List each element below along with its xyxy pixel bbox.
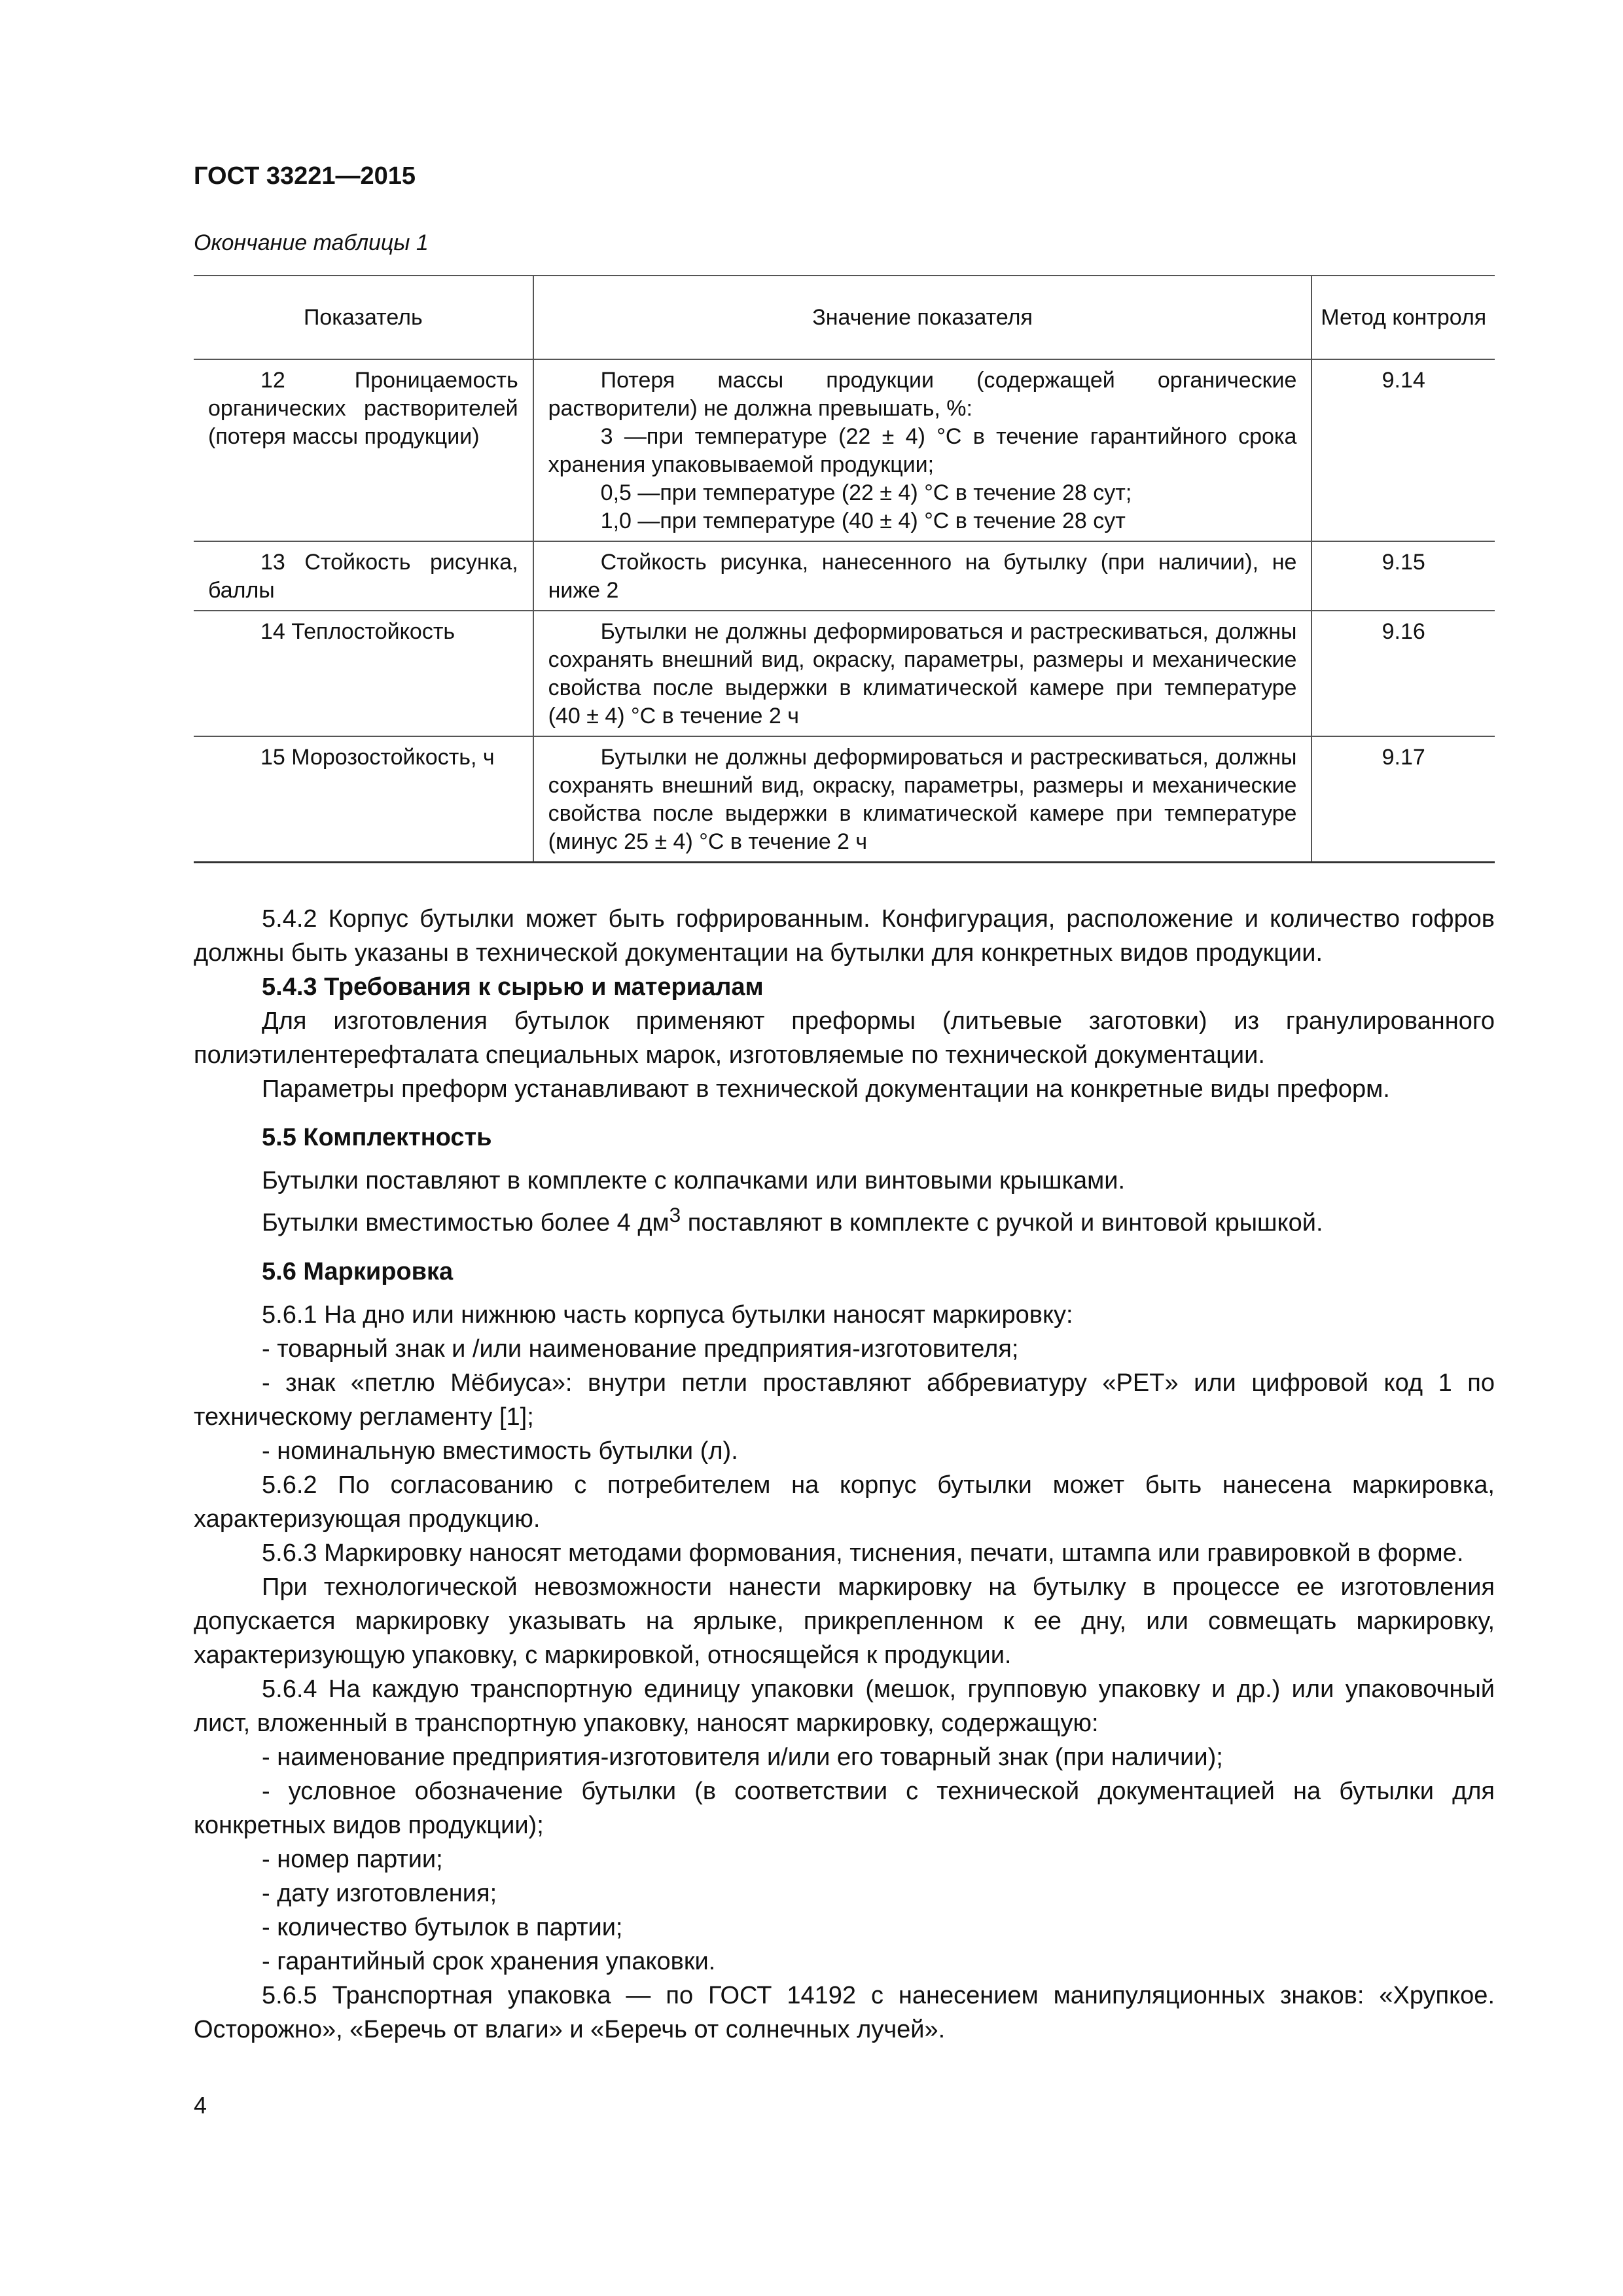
list-item: - условное обозначение бутылки (в соответствии с технической документацией на бутылки для конкретных видов продукции); <box>194 1777 1495 1839</box>
list-item: - количество бутылок в партии; <box>262 1913 623 1941</box>
page-number: 4 <box>194 2092 207 2119</box>
row-13-value-line: Стойкость рисунка, нанесенного на бутылку (при наличии), не ниже 2 <box>548 550 1297 603</box>
body-text <box>194 902 1495 2047</box>
row-14-name: 14 Теплостойкость <box>260 619 455 644</box>
paragraph-5-6-4: 5.6.4 На каждую транспортную единицу упаковки (мешок, групповую упаковку и др.) или упаковочный лист, вложенный в транспортную упаковку, наносят маркировку, содержащую: <box>194 1675 1495 1737</box>
row-12-value-line: 1,0 —при температуре (40 ± 4) °C в течение 28 сут <box>600 509 1126 533</box>
header-method: Метод контроля <box>1311 276 1495 359</box>
row-15-method: 9.17 <box>1311 736 1495 863</box>
text-run: Бутылки вместимостью более 4 дм <box>262 1209 669 1237</box>
table-row <box>194 611 1495 736</box>
row-14-value-line: Бутылки не должны деформироваться и растрескиваться, должны сохранять внешний вид, окраску, параметры, размеры и механические свойства после выдержки в климатической камере при температуре (40 ± 4) °C в течение 2 ч <box>548 619 1297 728</box>
row-15-value-line: Бутылки не должны деформироваться и растрескиваться, должны сохранять внешний вид, окраску, параметры, размеры и механические свойства после выдержки в климатической камере при температуре (минус 25 ± 4) °C в течение 2 ч <box>548 745 1297 854</box>
list-item: - знак «петлю Мёбиуса»: внутри петли проставляют аббревиатуру «PET» или цифровой код 1 по техническому регламенту [1]; <box>194 1369 1495 1431</box>
table-row <box>194 359 1495 541</box>
row-14-method: 9.16 <box>1311 611 1495 736</box>
list-item: - дату изготовления; <box>262 1879 497 1907</box>
list-item: - товарный знак и /или наименование предприятия-изготовителя; <box>262 1335 1019 1363</box>
paragraph: Для изготовления бутылок применяют преформы (литьевые заготовки) из гранулированного полиэтилентерефталата специальных марок, изготовляемые по технической документации. <box>194 1007 1495 1069</box>
row-15-name: 15 Морозостойкость, ч <box>260 745 495 770</box>
heading-5-4-3: 5.4.3 Требования к сырью и материалам <box>262 973 764 1001</box>
table-caption: Окончание таблицы 1 <box>194 230 429 255</box>
superscript: 3 <box>669 1203 681 1227</box>
standard-number: ГОСТ 33221—2015 <box>194 162 416 190</box>
paragraph-5-6-2: 5.6.2 По согласованию с потребителем на корпус бутылки может быть нанесена маркировка, характеризующая продукцию. <box>194 1471 1495 1533</box>
list-item: - номинальную вместимость бутылки (л). <box>262 1437 738 1465</box>
header-indicator: Показатель <box>194 276 533 359</box>
row-12-method: 9.14 <box>1311 359 1495 541</box>
heading-5-6: 5.6 Маркировка <box>262 1257 454 1285</box>
row-12-value-line: 3 —при температуре (22 ± 4) °C в течение гарантийного срока хранения упаковываемой продукции; <box>548 424 1297 477</box>
paragraph-5-6-5: 5.6.5 Транспортная упаковка — по ГОСТ 14192 с нанесением манипуляционных знаков: «Хрупкое. Осторожно», «Беречь от влаги» и «Беречь от солнечных лучей». <box>194 1981 1495 2043</box>
row-12-value-line: 0,5 —при температуре (22 ± 4) °C в течение 28 сут; <box>600 480 1132 505</box>
paragraph: Параметры преформ устанавливают в технической документации на конкретные виды преформ. <box>262 1075 1390 1103</box>
paragraph-5-4-2: 5.4.2 Корпус бутылки может быть гофрированным. Конфигурация, расположение и количество гофров должны быть указаны в технической документации на бутылки для конкретных видов продукции. <box>194 905 1495 967</box>
table-row <box>194 541 1495 611</box>
table-header-row <box>194 276 1495 359</box>
heading-5-5: 5.5 Комплектность <box>262 1124 492 1151</box>
text-run: поставляют в комплекте с ручкой и винтовой крышкой. <box>681 1209 1323 1237</box>
row-13-method: 9.15 <box>1311 541 1495 611</box>
paragraph-5-6-3: 5.6.3 Маркировку наносят методами формования, тиснения, печати, штампа или гравировкой в форме. <box>262 1539 1464 1567</box>
paragraph: Бутылки поставляют в комплекте с колпачками или винтовыми крышками. <box>262 1167 1125 1194</box>
list-item: - наименование предприятия-изготовителя и/или его товарный знак (при наличии); <box>262 1743 1223 1771</box>
table-row <box>194 736 1495 863</box>
paragraph <box>194 1198 1495 1240</box>
row-13-name: 13 Стойкость рисунка, баллы <box>208 550 518 603</box>
row-12-name: 12 Проницаемость органических растворителей (потеря массы продукции) <box>208 368 518 449</box>
header-value: Значение показателя <box>533 276 1312 359</box>
list-item: - номер партии; <box>262 1845 443 1873</box>
list-item: - гарантийный срок хранения упаковки. <box>262 1947 716 1975</box>
paragraph-5-6-1: 5.6.1 На дно или нижнюю часть корпуса бутылки наносят маркировку: <box>262 1300 1073 1329</box>
row-12-value-line: Потеря массы продукции (содержащей органические растворители) не должна превышать, %: <box>548 368 1297 421</box>
specification-table <box>194 275 1495 863</box>
paragraph: При технологической невозможности нанести маркировку на бутылку в процессе ее изготовления допускается маркировку указывать на ярлыке, прикрепленном к ее дну, или совмещать маркировку, характеризующую упаковку, с маркировкой, относящейся к продукции. <box>194 1573 1495 1669</box>
